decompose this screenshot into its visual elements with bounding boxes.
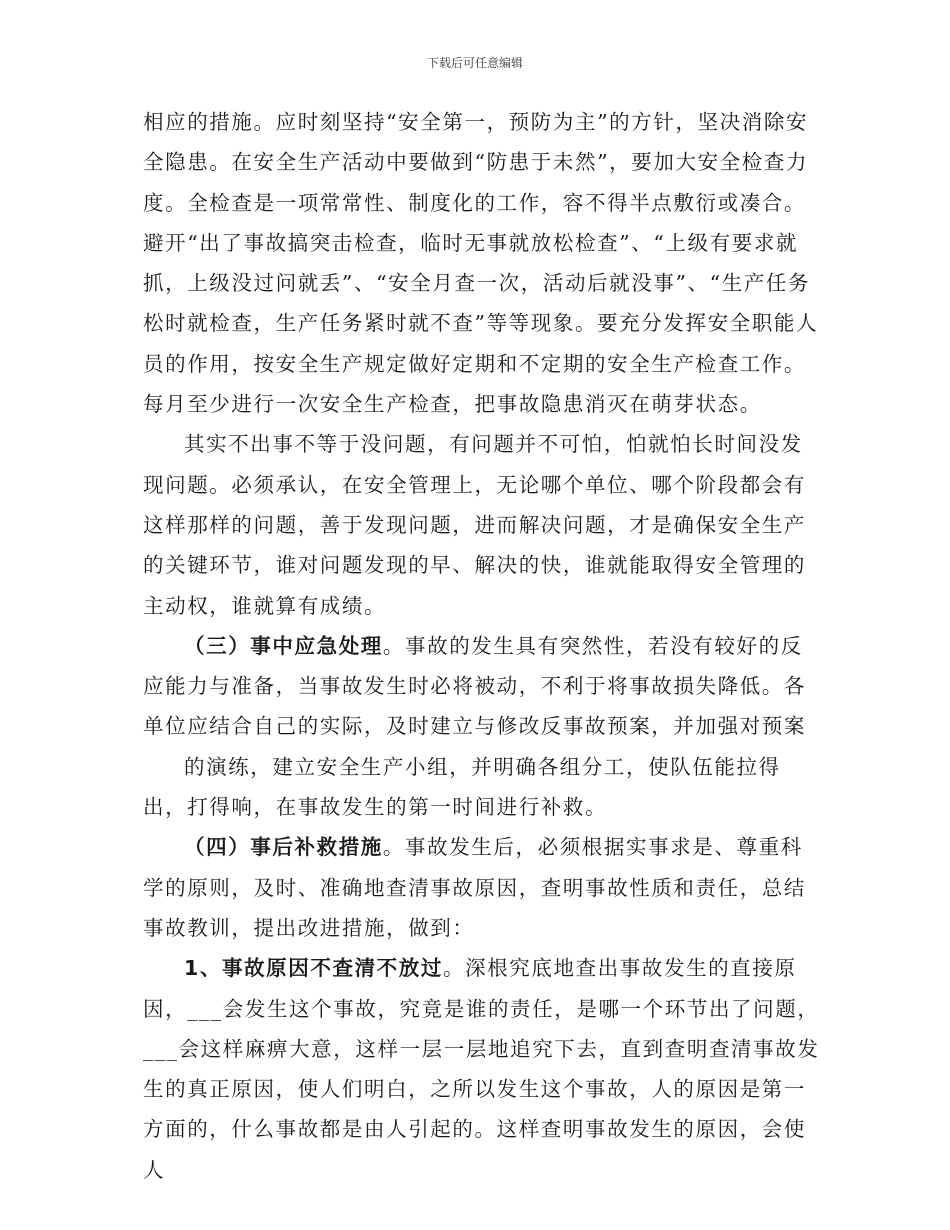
document-body — [143, 102, 823, 1190]
section-body-remedial: 。事故发生后，必须根据实事求是、尊重科学的原则，及时、准确地查清事故原因，查明事故性质和责任，总结事故教训，提出改进措施，做到： — [143, 835, 806, 940]
paragraph-emergency-continued: 的演练，建立安全生产小组，并明确各组分工，使队伍能拉得出，打得响，在事故发生的第一时间进行补救。 — [143, 754, 781, 820]
paragraph-problem-discovery: 其实不出事不等于没问题，有问题并不可怕，怕就怕长时间没发现问题。必须承认，在安全管理上，无论哪个单位、哪个阶段都会有这样那样的问题，善于发现问题，进而解决问题，才是确保安全生产的关键环节，谁对问题发现的早、解决的快，谁就能取得安全管理的主动权，谁就算有成绩。 — [143, 432, 806, 618]
section-body-cause: 。深根究底地查出事故发生的直接原因，___会发生这个事故，究竟是谁的责任，是哪一个环节出了问题，___会这样麻痹大意，这样一层一层地追究下去，直到查明查清事故发生的真正原因，使人们明白，之所以发生这个事故，人的原因是第一方面的，什么事故都是由人引起的。这样查明事故发生的原因，会使人 — [143, 956, 820, 1182]
paragraph-cause-investigation — [143, 948, 823, 1190]
paragraph-emergency-handling — [143, 626, 823, 747]
paragraph-safety-inspection: 相应的措施。应时刻坚持“安全第一，预防为主”的方针，坚决消除安全隐患。在安全生产活动中要做到“防患于未然”，要加大安全检查力度。全检查是一项常常性、制度化的工作，容不得半点敷衍或凑合。避开“出了事故搞突击检查，临时无事就放松检查”、“上级有要求就抓，上级没过问就丢”、“安全月查一次，活动后就没事”、“生产任务松时就检查，生产任务紧时就不查”等等现象。要充分发挥安全职能人员的作用，按安全生产规定做好定期和不定期的安全生产检查工作。每月至少进行一次安全生产检查，把事故隐患消灭在萌芽状态。 — [143, 110, 819, 417]
section-heading-cause: 1、事故原因不查清不放过 — [184, 956, 443, 981]
section-body-emergency: 。事故的发生具有突然性，若没有较好的反应能力与准备，当事故发生时必将被动，不利于将事故损失降低。各单位应结合自己的实际，及时建立与修改反事故预案，并加强对预案 — [143, 633, 806, 739]
section-heading-remedial: （四）事后补救措施 — [184, 835, 383, 860]
section-heading-emergency: （三）事中应急处理 — [184, 633, 383, 658]
paragraph-remedial-measures — [143, 827, 823, 948]
page-header: 下载后可任意编辑 — [426, 56, 523, 70]
